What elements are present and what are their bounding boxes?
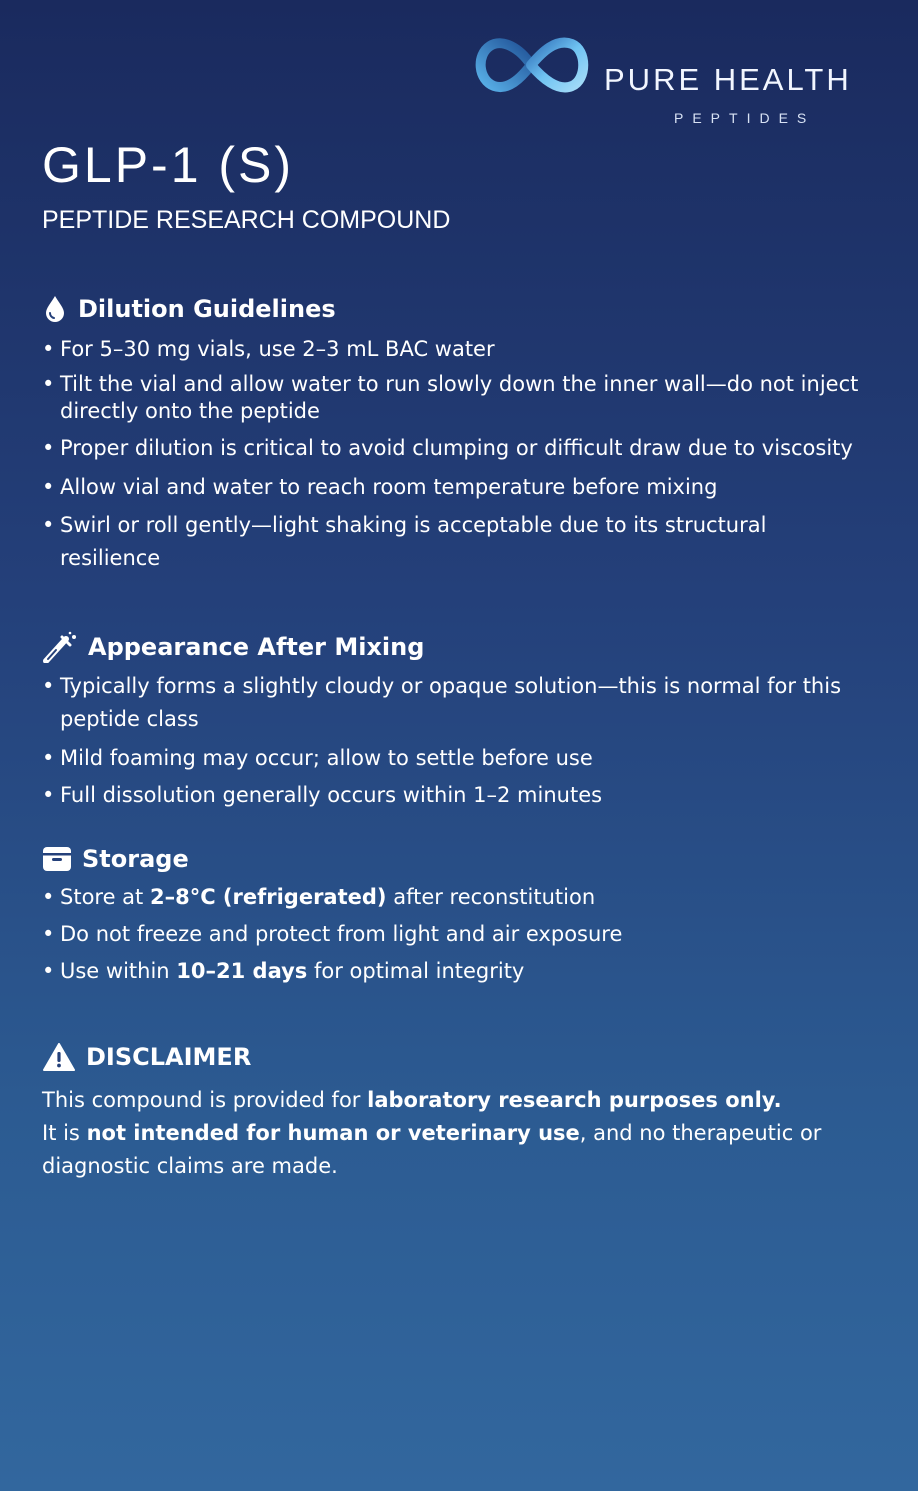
warning-triangle-icon <box>42 1042 76 1072</box>
list-item-emphasis: 2–8°C (refrigerated) <box>149 885 387 909</box>
disclaimer-line2-rest: , and no therapeutic or diagnostic claims are made. <box>42 1121 822 1178</box>
section-header <box>42 1040 872 1074</box>
disclaimer-text <box>42 1084 872 1183</box>
list-item: • For 5–30 mg vials, use 2–3 mL BAC water <box>42 334 872 364</box>
product-title: GLP-1 (S) <box>42 137 295 193</box>
list-item: • Full dissolution generally occurs within 1–2 minutes <box>42 780 872 810</box>
archive-box-icon <box>42 844 72 874</box>
list-item-emphasis: 10–21 days <box>176 959 308 983</box>
section-header <box>42 630 872 664</box>
disclaimer-section <box>42 1040 872 1183</box>
brand-name: PURE HEALTH <box>604 62 852 97</box>
test-tube-icon <box>42 632 78 662</box>
brand-logo <box>472 30 892 126</box>
list-item: • Typically forms a slightly cloudy or opaque solution—this is normal for this peptide class <box>42 670 872 736</box>
list-item: • Swirl or roll gently—light shaking is acceptable due to its structural resilience <box>42 509 872 575</box>
list-item-text: Do not freeze and protect from light and air exposure <box>60 922 623 946</box>
section-title: Storage <box>82 845 189 873</box>
section-title: Dilution Guidelines <box>78 295 336 323</box>
appearance-list <box>42 670 872 810</box>
product-subtitle: PEPTIDE RESEARCH COMPOUND <box>42 206 451 234</box>
droplet-icon <box>42 294 68 324</box>
list-item-text: Use within <box>60 959 177 983</box>
disclaimer-line1: This compound is provided for <box>42 1088 368 1112</box>
section-title: DISCLAIMER <box>86 1043 252 1071</box>
list-item-text: for optimal integrity <box>307 959 525 983</box>
list-item <box>42 882 872 912</box>
list-item: • Tilt the vial and allow water to run slowly down the inner wall—do not inject directly onto the peptide <box>42 371 872 425</box>
dilution-section <box>42 292 872 582</box>
section-title: Appearance After Mixing <box>88 633 425 661</box>
disclaimer-line1-emphasis: laboratory research purposes only. <box>367 1088 782 1112</box>
infinity-logo-icon <box>472 30 590 100</box>
list-item-text: after reconstitution <box>386 885 596 909</box>
list-item: • Proper dilution is critical to avoid clumping or difficult draw due to viscosity <box>42 432 872 465</box>
list-item: • Allow vial and water to reach room temperature before mixing <box>42 472 872 502</box>
disclaimer-line2-emphasis: not intended for human or veterinary use <box>86 1121 580 1145</box>
storage-list <box>42 882 872 986</box>
section-header <box>42 292 872 326</box>
dilution-list <box>42 334 872 575</box>
appearance-section <box>42 630 872 817</box>
brand-tagline: PEPTIDES <box>674 110 816 126</box>
list-item <box>42 919 872 949</box>
disclaimer-line2: It is <box>42 1121 87 1145</box>
list-item-text: Store at <box>60 885 150 909</box>
section-header <box>42 842 872 876</box>
list-item: • Mild foaming may occur; allow to settle before use <box>42 743 872 773</box>
list-item <box>42 956 872 986</box>
storage-section <box>42 842 872 993</box>
